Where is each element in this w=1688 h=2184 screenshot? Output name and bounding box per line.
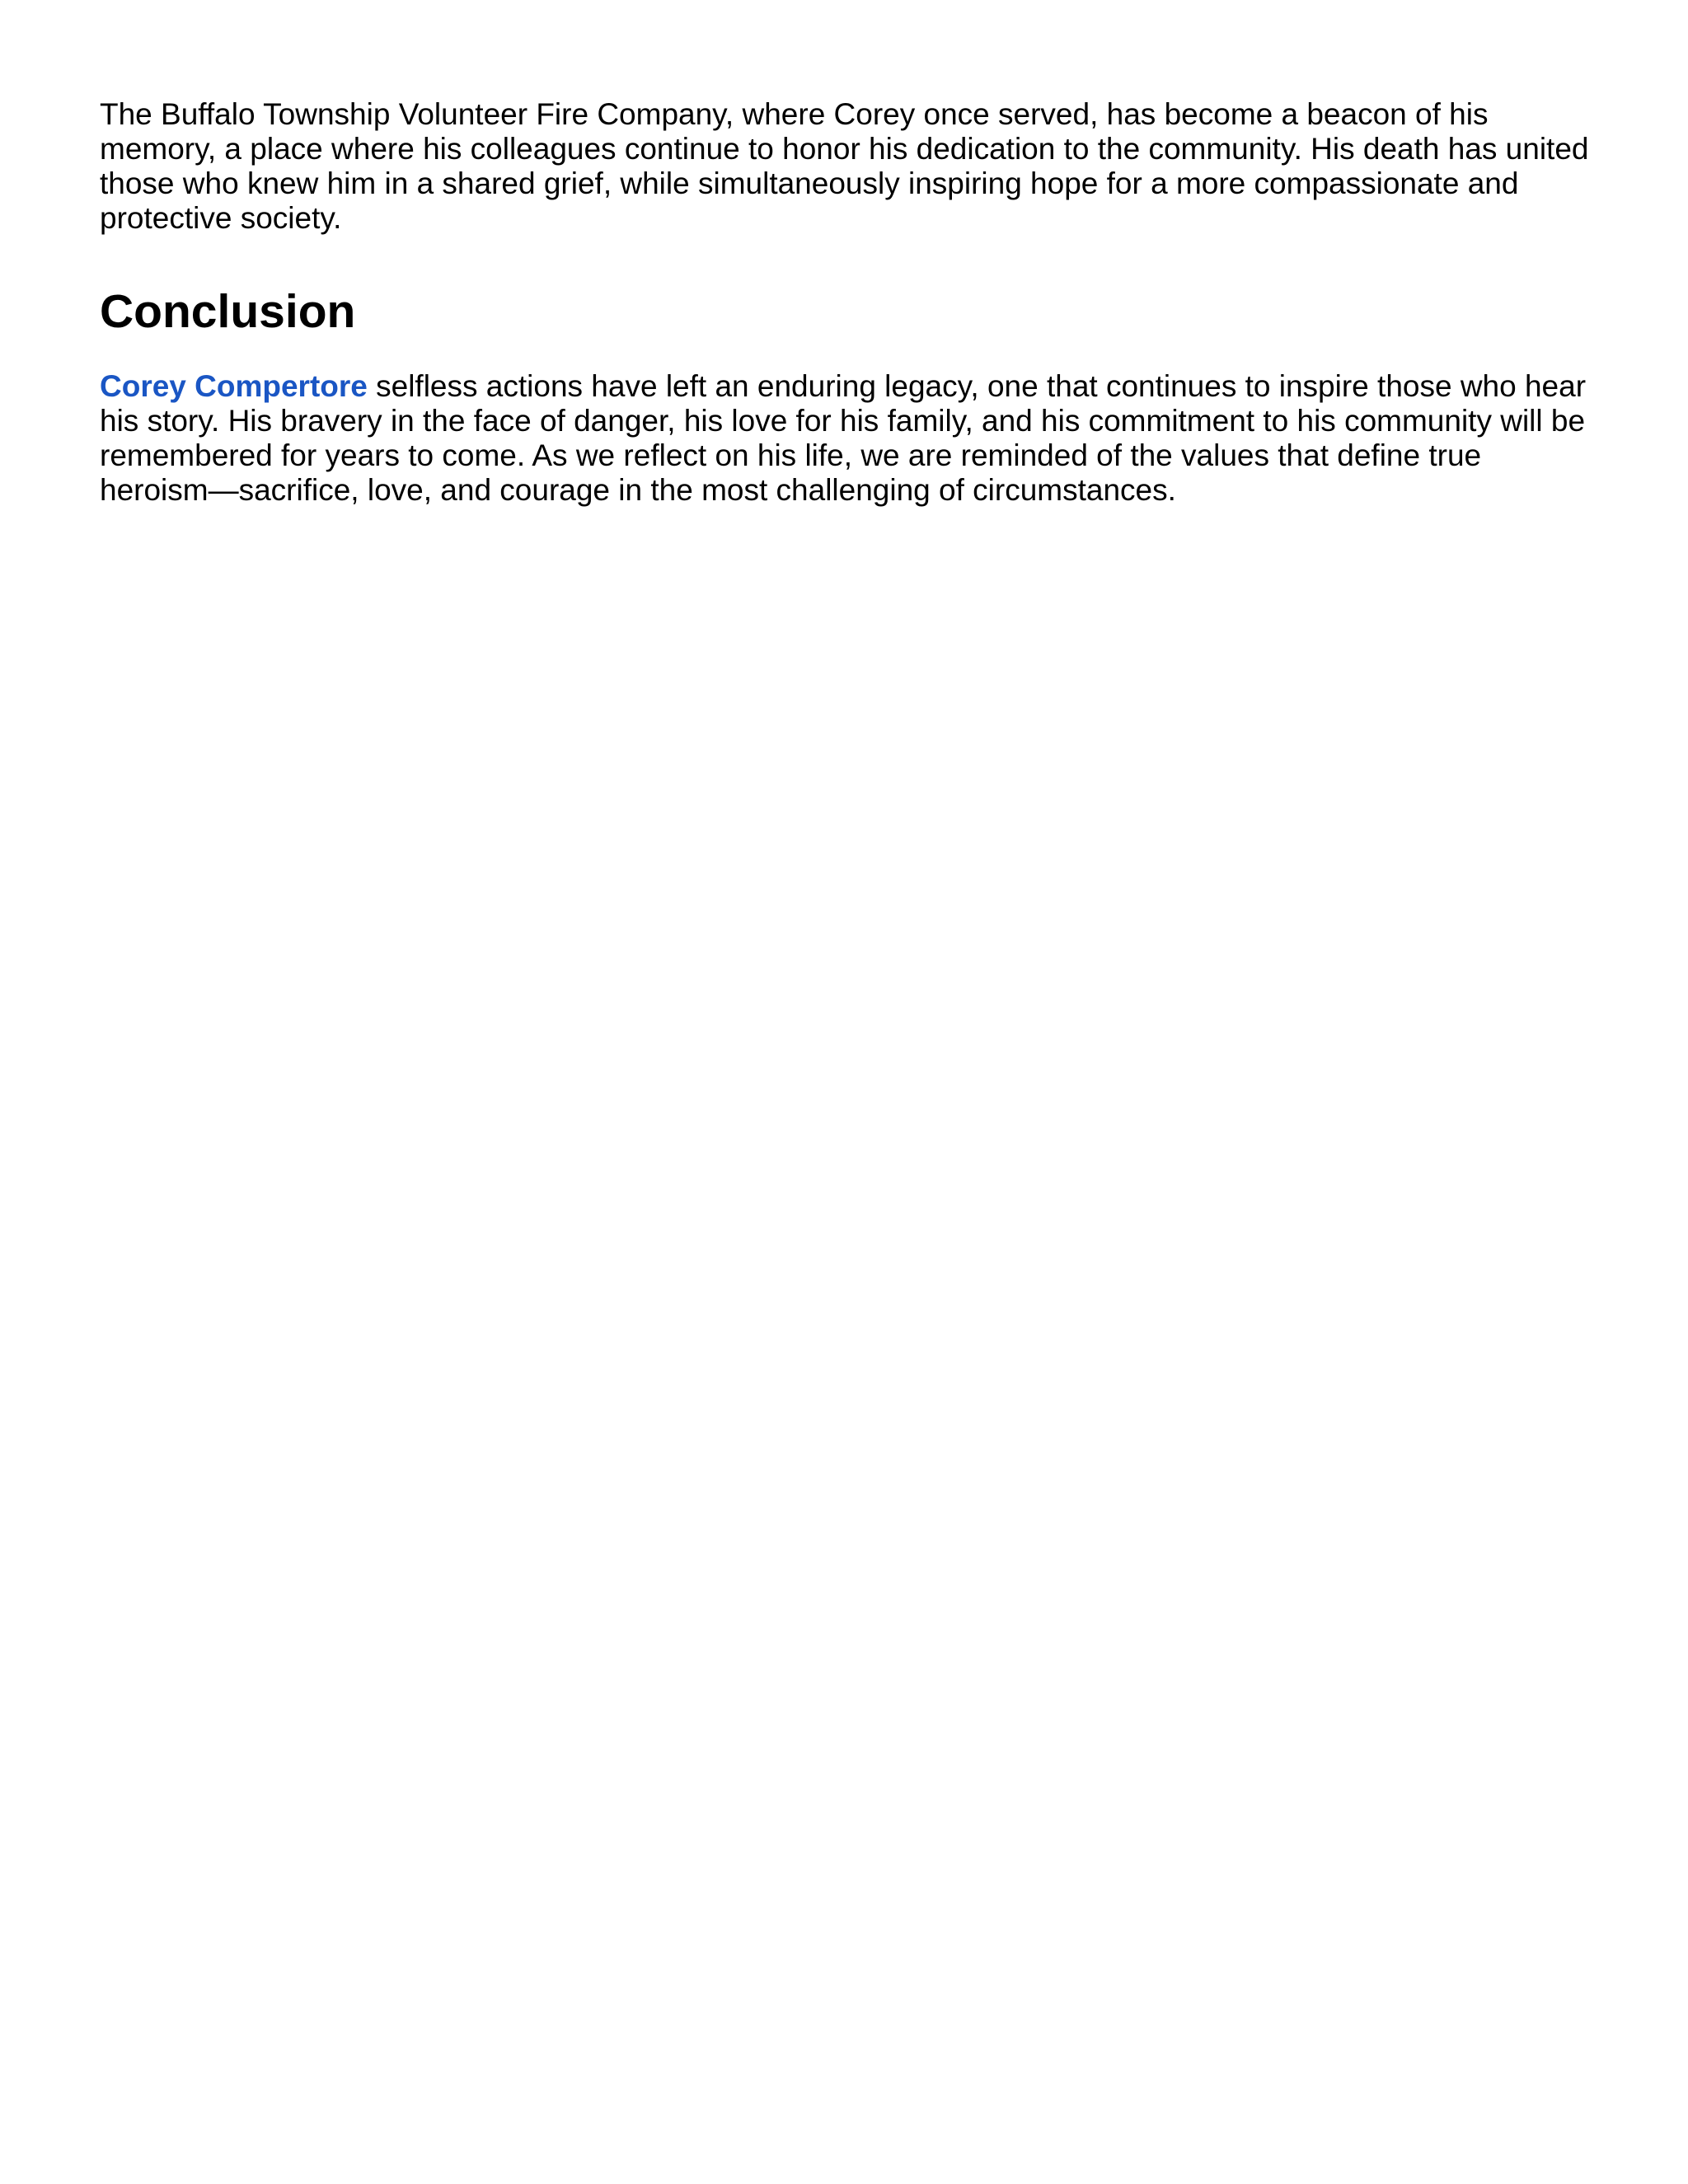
corey-compertore-link[interactable]: Corey Compertore (100, 369, 368, 403)
intro-paragraph: The Buffalo Township Volunteer Fire Company, where Corey once served, has become a beacon of his memory, a place where his colleagues continue to honor his dedication to the community. His death has united those who knew him in a shared grief, while simultaneously inspiring hope for a more compassionate and protective society. (100, 97, 1589, 235)
conclusion-body-text: selfless actions have left an enduring legacy, one that continues to inspire those who hear his story. His bravery in the face of danger, his love for his family, and his commitment to his community will be remembered for years to come. As we reflect on his life, we are reminded of the values that define true heroism—sacrifice, love, and courage in the most challenging of circumstances. (100, 369, 1587, 507)
conclusion-heading: Conclusion (100, 285, 356, 338)
conclusion-paragraph (100, 369, 1592, 508)
document-page (100, 97, 1592, 508)
